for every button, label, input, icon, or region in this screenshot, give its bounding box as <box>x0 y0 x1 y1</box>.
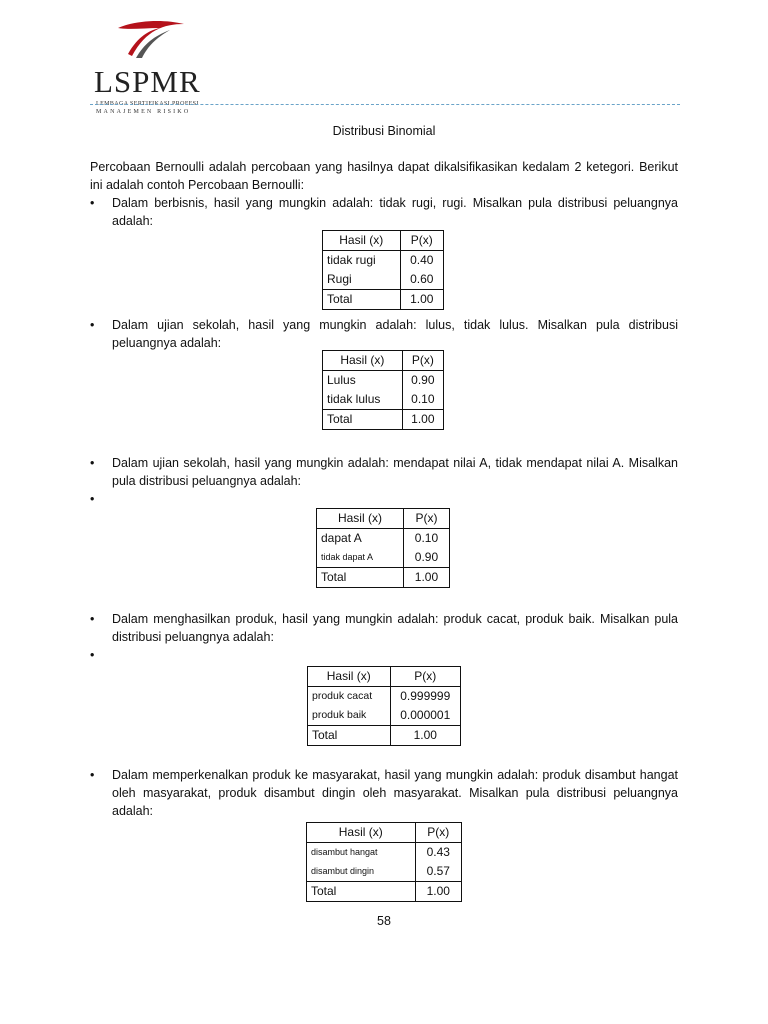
list-item-text: Dalam berbisnis, hasil yang mungkin adalah: tidak rugi, rugi. Misalkan pula distribusi peluangnya adalah: <box>112 196 678 228</box>
list-item-text: Dalam memperkenalkan produk ke masyarakat, hasil yang mungkin adalah: produk disambut hangat oleh masyarakat, produk disambut dingin oleh masyarakat. Misalkan pula distribusi peluangnya adalah: <box>112 768 678 818</box>
table-header: P(x) <box>390 667 461 687</box>
header-divider <box>90 104 680 105</box>
table-cell: disambut hangat <box>307 843 416 863</box>
distribution-table <box>316 508 450 588</box>
table-cell: Lulus <box>323 371 403 391</box>
table-total-value: 1.00 <box>402 410 443 430</box>
table-cell: 0.000001 <box>390 706 461 726</box>
table-header: P(x) <box>415 823 461 843</box>
table-total-value: 1.00 <box>400 290 443 310</box>
table-total-label: Total <box>323 290 401 310</box>
list-item-text: Dalam ujian sekolah, hasil yang mungkin adalah: lulus, tidak lulus. Misalkan pula distribusi peluangnya adalah: <box>112 318 678 350</box>
table-cell: 0.40 <box>400 251 443 271</box>
table-cell: 0.90 <box>403 548 449 568</box>
distribution-table <box>307 666 461 746</box>
bullet-icon: • <box>90 196 95 210</box>
list-item-text: Dalam ujian sekolah, hasil yang mungkin adalah: mendapat nilai A, tidak mendapat nilai A. Misalkan pula distribusi peluangnya adalah: <box>112 456 678 488</box>
page-number: 58 <box>377 914 391 928</box>
table-cell: produk cacat <box>308 687 391 707</box>
table-total-value: 1.00 <box>415 882 461 902</box>
table-total-value: 1.00 <box>390 726 461 746</box>
table-header: Hasil (x) <box>307 823 416 843</box>
table-cell: tidak rugi <box>323 251 401 271</box>
lspmr-logo <box>92 18 212 115</box>
table-header: Hasil (x) <box>323 231 401 251</box>
logo-subtitle-1: LEMBAGA SERTIFIKASI PROFESI <box>96 101 199 107</box>
bullet-icon: • <box>90 768 95 782</box>
bullet-icon: • <box>90 456 95 470</box>
table-cell: disambut dingin <box>307 862 416 882</box>
distribution-table <box>306 822 462 902</box>
bullet-icon: • <box>90 318 95 332</box>
bullet-icon: • <box>90 492 95 506</box>
table-cell: dapat A <box>317 529 404 549</box>
table-cell: 0.57 <box>415 862 461 882</box>
list-item-text: Dalam menghasilkan produk, hasil yang mungkin adalah: produk cacat, produk baik. Misalkan pula distribusi peluangnya adalah: <box>112 612 678 644</box>
distribution-table <box>322 230 444 310</box>
table-total-label: Total <box>317 568 404 588</box>
table-cell: produk baik <box>308 706 391 726</box>
table-total-label: Total <box>307 882 416 902</box>
table-total-label: Total <box>308 726 391 746</box>
logo-subtitle-2: MANAJEMEN RISIKO <box>96 109 191 115</box>
table-header: P(x) <box>403 509 449 529</box>
table-cell: 0.60 <box>400 270 443 290</box>
table-total-value: 1.00 <box>403 568 449 588</box>
table-cell: 0.43 <box>415 843 461 863</box>
table-cell: tidak lulus <box>323 390 403 410</box>
table-cell: 0.999999 <box>390 687 461 707</box>
table-cell: Rugi <box>323 270 401 290</box>
table-cell: tidak dapat A <box>317 548 404 568</box>
bullet-icon: • <box>90 612 95 626</box>
page-title: Distribusi Binomial <box>332 124 436 138</box>
logo-name: LSPMR <box>94 64 201 99</box>
table-cell: 0.10 <box>403 529 449 549</box>
logo-swoosh-icon <box>114 20 186 60</box>
intro-paragraph: Percobaan Bernoulli adalah percobaan yang hasilnya dapat dikalsifikasikan kedalam 2 ketegori. Berikut ini adalah contoh Percobaan Bernoulli: <box>90 160 678 192</box>
table-header: Hasil (x) <box>317 509 404 529</box>
table-cell: 0.90 <box>402 371 443 391</box>
table-total-label: Total <box>323 410 403 430</box>
table-header: P(x) <box>402 351 443 371</box>
table-header: Hasil (x) <box>308 667 391 687</box>
distribution-table <box>322 350 444 430</box>
table-cell: 0.10 <box>402 390 443 410</box>
table-header: Hasil (x) <box>323 351 403 371</box>
table-header: P(x) <box>400 231 443 251</box>
bullet-icon: • <box>90 648 95 662</box>
